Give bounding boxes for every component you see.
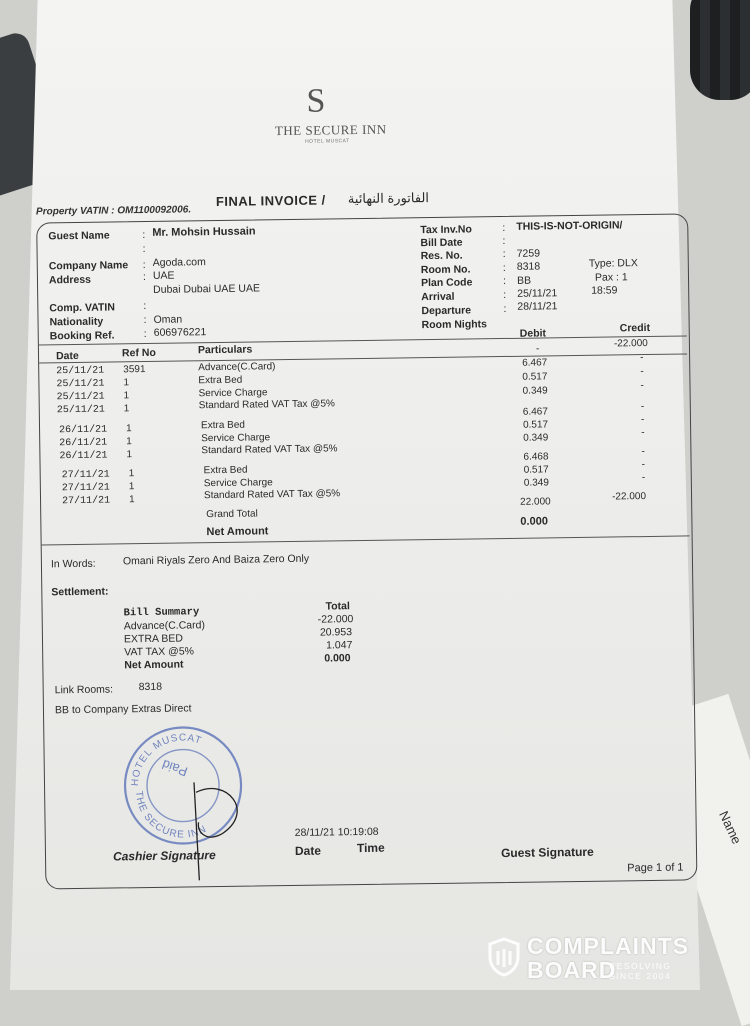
row-12-ref: 1 xyxy=(128,494,135,506)
departure-colon: : xyxy=(503,302,507,316)
row-11-ref: 1 xyxy=(128,481,135,493)
row-7-ref: 1 xyxy=(126,436,132,448)
blank-colon: : xyxy=(142,242,146,256)
stamp-paid-text: Paid xyxy=(160,756,190,780)
address-line1: UAE xyxy=(152,269,175,282)
row-3-credit: - xyxy=(640,380,644,392)
row-4-ref: 1 xyxy=(123,403,130,415)
company-name-label: Company Name xyxy=(48,259,129,273)
row-1-date: 25/11/21 xyxy=(56,365,105,378)
cashier-signature-label: Cashier Signature xyxy=(112,848,216,864)
booking-ref-label: Booking Ref. xyxy=(49,329,115,343)
row-12-particulars: Standard Rated VAT Tax @5% xyxy=(203,488,341,502)
row-1-debit: 6.467 xyxy=(522,357,548,369)
address-label: Address xyxy=(48,273,92,287)
nationality: Oman xyxy=(153,313,183,326)
watermark-tagline: RESOLVING SINCE 2004 xyxy=(609,961,672,981)
nationality-colon: : xyxy=(143,313,147,327)
column-header-debit: Debit xyxy=(519,327,547,340)
row-1-particulars: Advance(C.Card) xyxy=(198,361,276,374)
guest-signature-label: Guest Signature xyxy=(500,844,594,861)
row-2-credit: - xyxy=(640,366,644,378)
nationality-label: Nationality xyxy=(49,315,104,329)
settlement-net-value: 0.000 xyxy=(324,652,351,665)
row-2-debit: 0.517 xyxy=(522,371,548,383)
complaints-board-watermark xyxy=(487,935,707,985)
departure-label: Departure xyxy=(421,304,472,318)
settlement-row-3-label: VAT TAX @5% xyxy=(124,645,195,659)
row-8-particulars: Standard Rated VAT Tax @5% xyxy=(201,443,338,457)
arrival-colon: : xyxy=(503,288,507,302)
plan-code: BB xyxy=(516,274,532,287)
row-6-ref: 1 xyxy=(125,423,132,435)
invoice-title-arabic: الفاتورة النهائية xyxy=(347,190,430,207)
guest-name: Mr. Mohsin Hussain xyxy=(152,225,256,239)
res-no-label: Res. No. xyxy=(420,249,463,263)
row-8-ref: 1 xyxy=(126,449,133,461)
watermark-line2: BOARD xyxy=(527,957,617,983)
invoice-document xyxy=(15,0,709,995)
row-6-credit: - xyxy=(640,414,645,426)
settlement-row-2-value: 20.953 xyxy=(319,626,353,639)
row-6-date: 26/11/21 xyxy=(58,424,108,437)
stamp-bottom-text: THE SECURE INN xyxy=(132,790,209,841)
tax-inv-label: Tax Inv.No xyxy=(420,223,472,237)
booking-ref-colon: : xyxy=(143,327,147,341)
bill-date-colon: : xyxy=(502,234,506,248)
settlement-total-label: Total xyxy=(325,600,350,613)
room-nights-label: Room Nights xyxy=(421,318,488,332)
row-5-debit: 6.467 xyxy=(522,406,548,418)
row-9-credit: - xyxy=(641,446,645,458)
opening-debit: - xyxy=(535,343,540,355)
hotel-name: THE SECURE INN xyxy=(274,121,387,139)
settlement-row-1-label: Advance(C.Card) xyxy=(123,619,206,633)
net-amount: 0.000 xyxy=(520,515,549,528)
row-12-date: 27/11/21 xyxy=(61,495,111,508)
row-7-particulars: Service Charge xyxy=(201,432,271,445)
address-line2: Dubai Dubai UAE UAE xyxy=(153,282,261,296)
room-no-label: Room No. xyxy=(420,263,471,277)
settlement-row-1-value: -22.000 xyxy=(317,613,354,626)
shield-icon xyxy=(487,937,521,977)
hotel-logo-mark: S xyxy=(306,82,326,120)
res-no: 7259 xyxy=(516,247,541,260)
plan-code-label: Plan Code xyxy=(420,276,473,290)
settlement-label: Settlement: xyxy=(51,585,109,599)
tax-inv-number: THIS-IS-NOT-ORIGIN/ xyxy=(516,219,623,233)
row-6-particulars: Extra Bed xyxy=(200,419,246,432)
pax-count: Pax : 1 xyxy=(594,271,628,284)
row-1-ref: 3591 xyxy=(123,364,146,376)
in-words-text: Omani Riyals Zero And Baiza Zero Only xyxy=(122,552,310,568)
row-3-ref: 1 xyxy=(123,390,130,402)
row-7-date: 26/11/21 xyxy=(59,437,108,450)
settlement-net-label: Net Amount xyxy=(124,658,184,672)
row-11-date: 27/11/21 xyxy=(61,482,110,495)
row-4-particulars: Standard Rated VAT Tax @5% xyxy=(198,398,335,412)
grand-total-label: Grand Total xyxy=(206,508,258,521)
row-3-debit: 0.349 xyxy=(522,385,548,397)
arrival-time: 18:59 xyxy=(591,284,618,297)
column-header-ref: Ref No xyxy=(121,346,156,360)
property-vatin: Property VATIN : OM1100092006. xyxy=(35,204,192,218)
row-11-credit: - xyxy=(641,472,646,484)
room-type: Type: DLX xyxy=(588,257,638,270)
column-header-credit: Credit xyxy=(619,321,651,335)
guest-name-label: Guest Name xyxy=(48,229,110,243)
booking-ref: 606976221 xyxy=(153,326,207,339)
date-label: Date xyxy=(294,843,322,858)
row-10-debit: 0.517 xyxy=(523,464,549,476)
column-header-date: Date xyxy=(55,349,79,363)
departure-date: 28/11/21 xyxy=(517,300,558,313)
hotel-subtitle: HOTEL MUSCAT xyxy=(305,138,350,145)
plan-code-colon: : xyxy=(502,274,507,288)
row-2-date: 25/11/21 xyxy=(56,378,105,391)
link-rooms: 8318 xyxy=(138,680,163,694)
row-2-ref: 1 xyxy=(123,377,130,389)
room-no-colon: : xyxy=(502,261,506,275)
net-amount-label: Net Amount xyxy=(206,525,269,539)
background-cable xyxy=(690,0,750,100)
invoice-title: FINAL INVOICE / xyxy=(215,192,326,210)
cashier-signature-scribble xyxy=(186,772,258,883)
in-words-label: In Words: xyxy=(50,557,96,571)
stamp-top-text: HOTEL MUSCAT xyxy=(129,732,204,787)
row-10-ref: 1 xyxy=(128,468,135,480)
row-6-debit: 0.517 xyxy=(522,419,549,431)
row-10-particulars: Extra Bed xyxy=(203,464,248,477)
row-11-particulars: Service Charge xyxy=(203,477,273,490)
time-label: Time xyxy=(356,840,385,856)
watermark-line1: COMPLAINTS xyxy=(527,933,690,959)
row-4-date: 25/11/21 xyxy=(56,404,105,417)
guest-name-colon: : xyxy=(142,229,146,242)
bill-summary-label: Bill Summary xyxy=(123,606,200,620)
grand-total-debit: 22.000 xyxy=(520,496,551,508)
address-colon: : xyxy=(142,270,146,284)
company-name-colon: : xyxy=(142,258,146,272)
company-name: Agoda.com xyxy=(152,256,206,269)
row-2-particulars: Extra Bed xyxy=(198,374,243,387)
comp-vatin-colon: : xyxy=(143,299,147,313)
arrival-label: Arrival xyxy=(421,290,455,304)
page-number: Page 1 of 1 xyxy=(627,861,684,875)
opening-credit: -22.000 xyxy=(613,337,648,350)
link-rooms-label: Link Rooms: xyxy=(54,683,114,697)
arrival-date: 25/11/21 xyxy=(517,287,558,300)
row-5-credit: - xyxy=(640,401,645,413)
settlement-row-2-label: EXTRA BED xyxy=(123,632,184,646)
row-7-credit: - xyxy=(641,427,645,439)
column-header-particulars: Particulars xyxy=(197,343,253,357)
row-9-debit: 6.468 xyxy=(523,451,549,463)
tax-inv-colon: : xyxy=(502,221,506,235)
row-7-debit: 0.349 xyxy=(523,432,549,444)
row-1-credit: - xyxy=(640,352,644,364)
row-3-particulars: Service Charge xyxy=(198,387,268,400)
res-no-colon: : xyxy=(502,247,506,261)
row-10-credit: - xyxy=(641,459,646,471)
print-datetime: 28/11/21 10:19:08 xyxy=(294,825,379,839)
row-11-debit: 0.349 xyxy=(523,477,549,489)
row-10-date: 27/11/21 xyxy=(61,469,110,482)
comp-vatin-label: Comp. VATIN xyxy=(49,301,115,315)
package-note: BB to Company Extras Direct xyxy=(54,702,192,717)
row-8-date: 26/11/21 xyxy=(59,450,108,463)
settlement-row-3-value: 1.047 xyxy=(326,639,353,652)
row-3-date: 25/11/21 xyxy=(56,391,105,404)
room-no: 8318 xyxy=(516,260,541,273)
grand-total-credit: -22.000 xyxy=(611,491,647,503)
bill-date-label: Bill Date xyxy=(420,236,463,250)
background-sheet-text: Name xyxy=(716,808,745,847)
